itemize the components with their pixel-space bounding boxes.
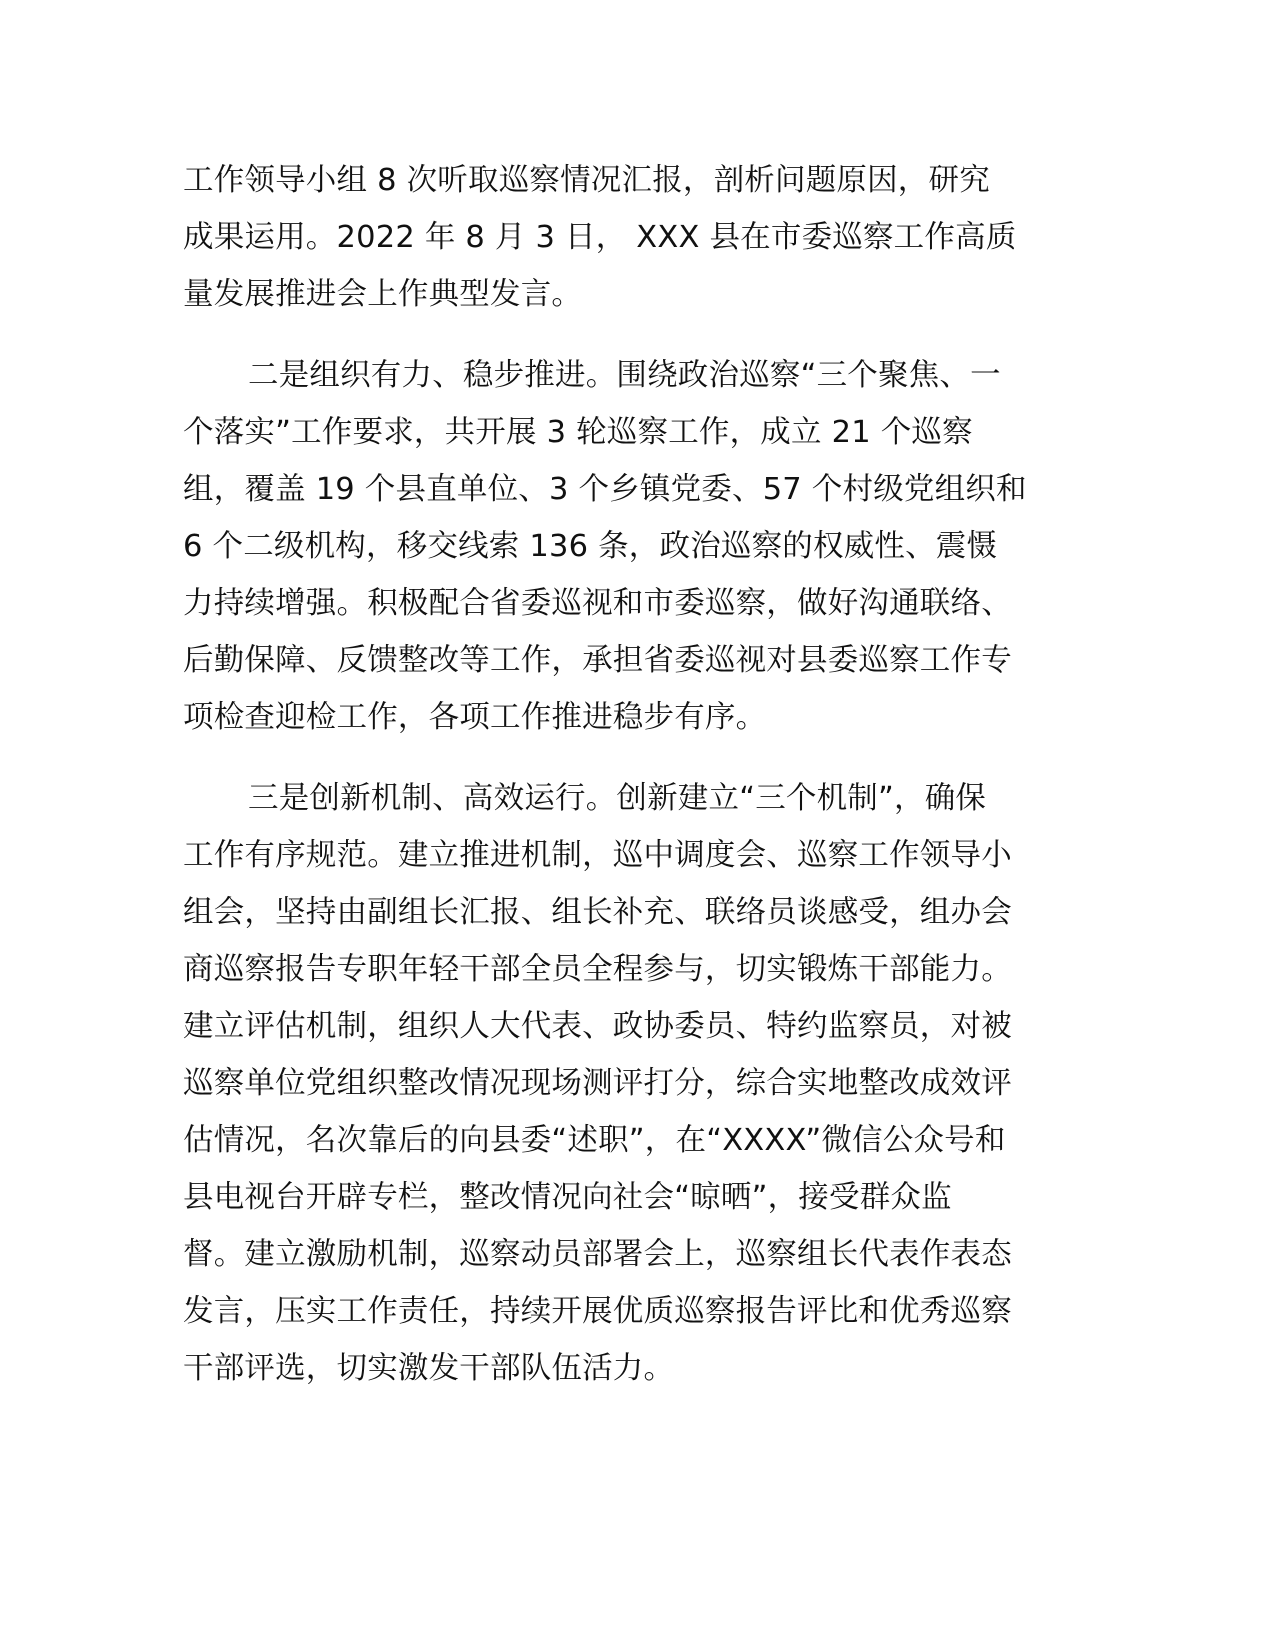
text-line: 工作有序规范。建立推进机制，巡中调度会、巡察工作领导小 <box>183 838 1012 873</box>
text-line: 县电视台开辟专栏，整改情况向社会“晾晒”，接受群众监 <box>183 1180 952 1215</box>
text-line: 项检查迎检工作，各项工作推进稳步有序。 <box>183 700 767 735</box>
text-line: 组，覆盖 19 个县直单位、3 个乡镇党委、57 个村级党组织和 <box>183 472 1027 507</box>
paragraph-3-first-line: 三是创新机制、高效运行。创新建立“三个机制”，确保 <box>248 781 987 816</box>
text-line: 督。建立激励机制，巡察动员部署会上，巡察组长代表作表态 <box>183 1237 1012 1272</box>
text-line: 力持续增强。积极配合省委巡视和市委巡察，做好沟通联络、 <box>183 586 1012 621</box>
document-body <box>183 152 1095 1397</box>
text-line: 工作领导小组 8 次听取巡察情况汇报，剖析问题原因，研究 <box>183 163 990 198</box>
text-line: 巡察单位党组织整改情况现场测评打分，综合实地整改成效评 <box>183 1066 1012 1101</box>
text-line: 个落实”工作要求，共开展 3 轮巡察工作，成立 21 个巡察 <box>183 415 973 450</box>
text-line: 发言，压实工作责任，持续开展优质巡察报告评比和优秀巡察 <box>183 1294 1012 1329</box>
text-line: 估情况，名次靠后的向县委“述职”，在“XXXX”微信公众号和 <box>183 1123 1006 1158</box>
text-line: 建立评估机制，组织人大代表、政协委员、特约监察员，对被 <box>183 1009 1012 1044</box>
text-line: 后勤保障、反馈整改等工作，承担省委巡视对县委巡察工作专 <box>183 643 1012 678</box>
text-line: 商巡察报告专职年轻干部全员全程参与，切实锻炼干部能力。 <box>183 952 1012 987</box>
text-line: 成果运用。2022 年 8 月 3 日， XXX 县在市委巡察工作高质 <box>183 220 1017 255</box>
text-line: 组会，坚持由副组长汇报、组长补充、联络员谈感受，组办会 <box>183 895 1012 930</box>
text-line: 6 个二级机构，移交线索 136 条，政治巡察的权威性、震慑 <box>183 529 998 564</box>
text-line: 量发展推进会上作典型发言。 <box>183 277 583 312</box>
text-line: 干部评选，切实激发干部队伍活力。 <box>183 1351 675 1386</box>
paragraph-2-first-line: 二是组织有力、稳步推进。围绕政治巡察“三个聚焦、一 <box>248 358 1001 393</box>
